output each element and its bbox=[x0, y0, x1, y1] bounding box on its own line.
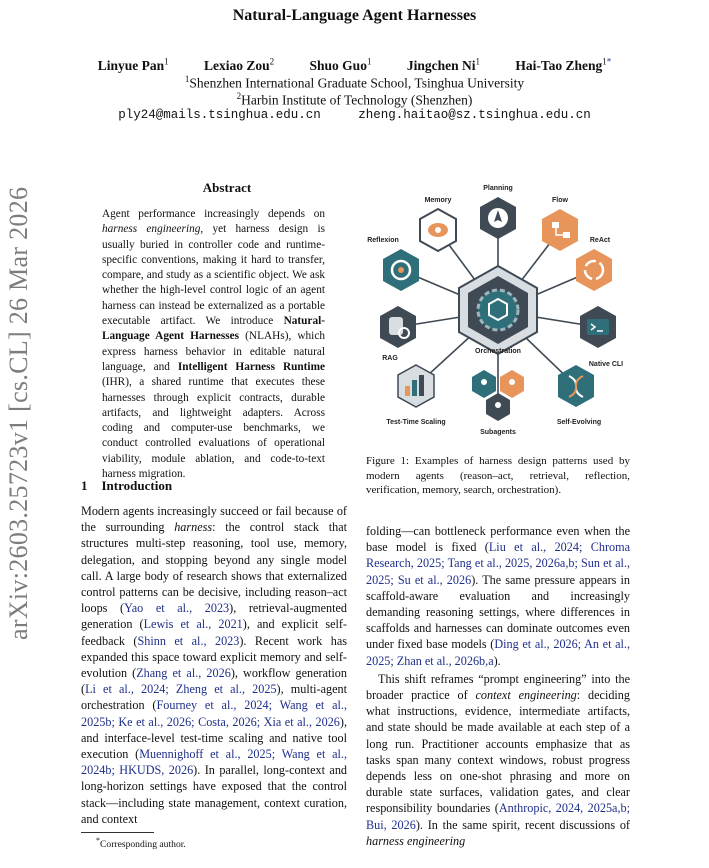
figure-label: Native CLI bbox=[588, 361, 624, 368]
self-evolving-icon bbox=[557, 365, 601, 426]
citation-link[interactable]: Liu et al., 2024; Chroma Research, 2025; Tang et al., 2025, 2026a,b; Sun et al., 2025; Su et al., 2026 bbox=[366, 540, 630, 587]
abstract-heading: Abstract bbox=[202, 180, 252, 195]
citation-link[interactable]: Fourney et al., 2024; Wang et al., 2025b; Ke et al., 2026; Costa, 2026; Xia et al., 2026 bbox=[81, 698, 348, 729]
figure-label: Reflexion bbox=[367, 237, 399, 244]
citation-link[interactable]: Shinn et al., 2023 bbox=[137, 633, 240, 648]
reflexion-icon bbox=[367, 237, 419, 291]
citation-link[interactable]: Muennighoff et al., 2025; Wang et al., 2024b; HKUDS, 2026 bbox=[81, 747, 348, 778]
affiliation: $^1$Shenzhen International Graduate School, Tsinghua University bbox=[184, 74, 525, 91]
intro-column-right bbox=[366, 523, 630, 849]
intro-column-left: Modern agents increasingly succeed or fail because of the surrounding harness: the control stack that structures multi-step reasoning, tool use, memory, delegation, and stopping beyond any single model call. A large body of research shows that externalized control patterns can be decisive, including reason–act loops (Yao et al., 2023), retrieval-augmented generation (Lewis et al., 2021), and explicit self-feedback (Shinn et al., 2023). Recent work has expanded this space toward explicit memory and self-evolution (Zhang et al., 2026), workflow generation (Li et al., 2024; Zheng et al., 2025), multi-agent orchestration (Fourney et al., 2024; Wang et al., 2025b; Ke et al., 2026; Costa, 2026; Xia et al., 2026), and interface-level test-time scaling and native tool execution (Muennighoff et al., 2025; Wang et al., 2024b; HKUDS, 2026). In parallel, long-context and long-horizon settings have exposed that the control stack—including state management, context curation, and context bbox=[81, 504, 348, 826]
flow-icon bbox=[542, 197, 578, 251]
citation-link[interactable]: Lewis et al., 2021 bbox=[143, 617, 243, 632]
figure-label: Memory bbox=[424, 197, 452, 204]
author: Hai-Tao Zheng$^{1*}$ bbox=[515, 56, 612, 73]
affiliation: $^2$Harbin Institute of Technology (Shenzhen) bbox=[236, 91, 473, 108]
figure-label: Orchestration bbox=[475, 348, 521, 355]
figure-label: Test-Time Scaling bbox=[386, 419, 446, 426]
abstract-text: Agent performance increasingly depends on harness engineering, yet harness design is usually buried in controller code and runtime-specific conventions, making it hard to transfer, compare, and study as a scientific object. We ask whether the high-level control logic of an agent harness can instead be externalized as a portable executable artifact. We introduce Natural-Language Agent Harnesses (NLAHs), which express harness behavior in editable natural language, and Intelligent Harness Runtime (IHR), a shared runtime that executes these harnesses through explicit contracts, durable artifacts, and lightweight adapters. Across coding and computer-use benchmarks, we conduct controlled evaluations of operational viability, module ablation, and code-to-text harness migration. bbox=[102, 208, 325, 481]
author: Linyue Pan$^1$ bbox=[97, 56, 169, 73]
footnote: *Corresponding author. bbox=[96, 836, 186, 851]
rag-icon bbox=[380, 306, 416, 362]
test-time-scaling-icon bbox=[386, 365, 445, 426]
figure-illustration bbox=[366, 180, 630, 442]
paragraph: This shift reframes “prompt engineering” into the broader practice of context engineering: deciding what instructions, evidence, intermediate artifacts, and state should be made available at each step of a long run. Practitioner accounts emphasize that as tasks span many context windows, robust progress depends less on one-shot phrasing and more on durable state surfaces, validation gates, and clear responsibility boundaries (Anthropic, 2024, 2025a,b; Bui, 2026). In the same spirit, recent discussions of harness engineering bbox=[366, 671, 630, 848]
section-heading: 1 Introduction bbox=[81, 478, 173, 493]
figure-label: RAG bbox=[382, 355, 398, 362]
figure-label: Self-Evolving bbox=[556, 419, 602, 426]
citation-link[interactable]: Zhang et al., 2026 bbox=[136, 666, 231, 681]
paragraph: folding—can bottleneck performance even when the base model is fixed (Liu et al., 2024; Chroma Research, 2025; Tang et al., 2025, 2026a,b; Sun et al., 2025; Su et al., 2026). The same pressure appears in scaffold-aware evaluation and increasingly demanding reasoning settings, where differences in scaffolds and harnesses can dominate outcomes even under fixed base models (Ding et al., 2026; An et al., 2025; Zhan et al., 2026b,a). bbox=[366, 524, 630, 668]
paper-title: Natural-Language Agent Harnesses bbox=[232, 7, 477, 24]
author: Shuo Guo$^1$ bbox=[309, 56, 372, 73]
memory-icon bbox=[420, 197, 456, 251]
react-icon bbox=[576, 237, 612, 291]
citation-link[interactable]: Ding et al., 2026; An et al., 2025; Zhan et al., 2026b,a bbox=[366, 637, 630, 668]
citation-link[interactable]: Li et al., 2024; Zheng et al., 2025 bbox=[85, 682, 277, 697]
figure-label: Subagents bbox=[480, 429, 516, 436]
author: Jingchen Ni$^1$ bbox=[406, 56, 480, 73]
author-emails: ply24@mails.tsinghua.edu.cn zheng.haitao@sz.tsinghua.edu.cn bbox=[118, 108, 591, 122]
figure-harness-patterns bbox=[366, 180, 630, 442]
figure-label: Planning bbox=[483, 185, 513, 192]
planning-icon bbox=[480, 185, 516, 239]
figure-label: Flow bbox=[552, 197, 568, 204]
author-list bbox=[0, 56, 709, 74]
citation-link[interactable]: Anthropic, 2024, 2025a,b; Bui, 2026 bbox=[366, 801, 630, 832]
native-cli-icon bbox=[580, 306, 623, 368]
author: Lexiao Zou$^2$ bbox=[204, 56, 275, 73]
citation-link[interactable]: Yao et al., 2023 bbox=[124, 601, 230, 616]
figure-caption: Figure 1: Examples of harness design patterns used by modern agents (reason–act, retrieval, reflection, verification, memory, search, orchestration). bbox=[366, 455, 631, 496]
footnote-rule bbox=[81, 832, 154, 833]
orchestration-hub bbox=[459, 266, 537, 355]
figure-label: ReAct bbox=[589, 237, 611, 244]
arxiv-identifier: arXiv:2603.25723v1 [cs.CL] 26 Mar 2026 bbox=[4, 186, 33, 640]
